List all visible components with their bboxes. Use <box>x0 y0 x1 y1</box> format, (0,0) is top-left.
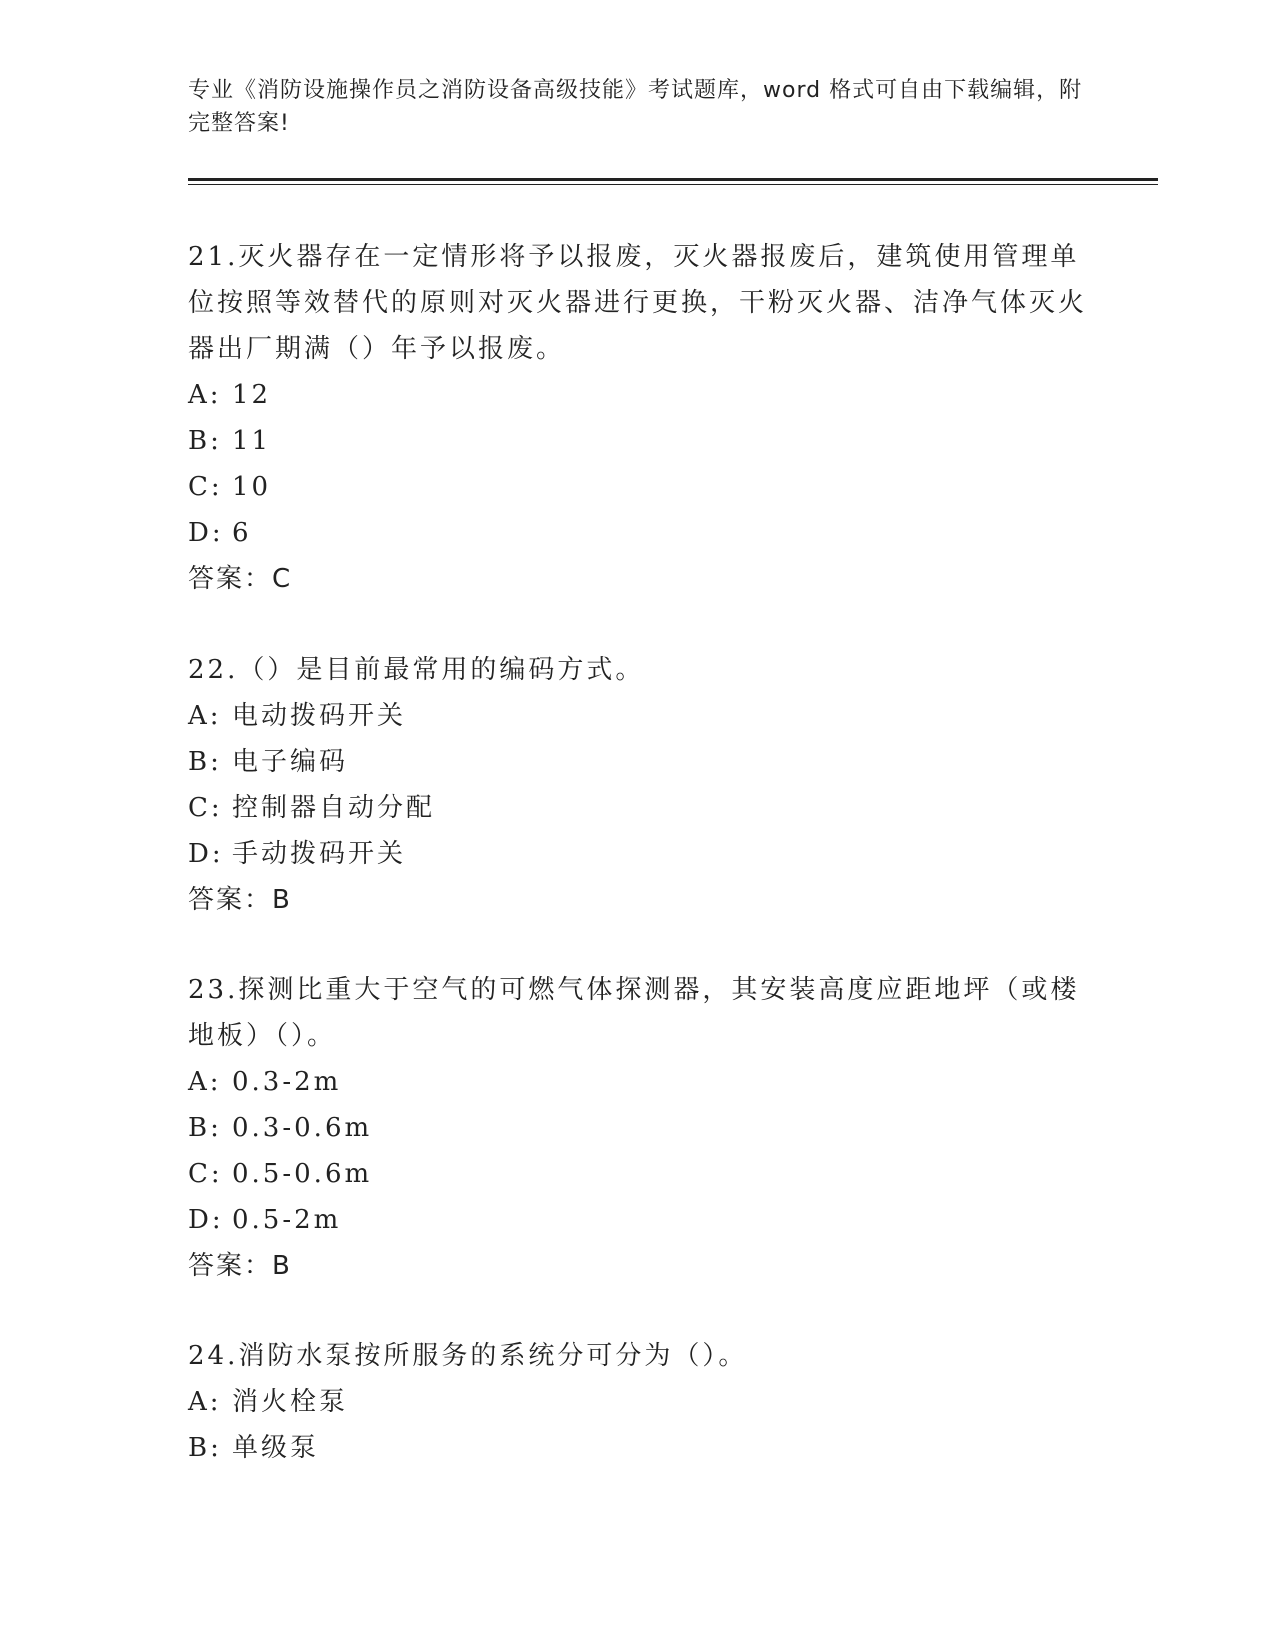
option-value: 0.5-0.6m <box>232 1159 373 1189</box>
option-label: C: <box>188 472 223 502</box>
option-label: B: <box>188 426 222 456</box>
option-value: 电子编码 <box>232 747 349 777</box>
option-label: D: <box>188 839 224 869</box>
option-label: C: <box>188 793 223 823</box>
answer: 答案：C <box>188 564 293 594</box>
option-value: 10 <box>232 472 272 502</box>
option-label: A: <box>188 380 222 410</box>
option-label: B: <box>188 1113 222 1143</box>
option-value: 6 <box>232 518 252 548</box>
answer: 答案：B <box>188 885 292 915</box>
answer: 答案：B <box>188 1251 292 1281</box>
option-a <box>188 372 1088 418</box>
option-value: 手动拨码开关 <box>232 839 407 869</box>
option-label: D: <box>188 1205 224 1235</box>
question-text: 22.（）是目前最常用的编码方式。 <box>188 655 645 685</box>
option-b <box>188 418 1088 464</box>
option-b <box>188 1425 1088 1471</box>
option-b <box>188 739 1088 785</box>
option-value: 单级泵 <box>232 1433 320 1463</box>
option-d <box>188 510 1088 556</box>
option-label: D: <box>188 518 224 548</box>
header-divider-thin <box>188 184 1158 185</box>
option-label: B: <box>188 747 222 777</box>
question-24 <box>188 1333 1088 1471</box>
option-label: A: <box>188 1067 222 1097</box>
option-label: A: <box>188 701 222 731</box>
question-text: 23.探测比重大于空气的可燃气体探测器，其安装高度应距地坪（或楼地板）（）。 <box>188 975 1080 1051</box>
option-d <box>188 1197 1088 1243</box>
option-label: C: <box>188 1159 223 1189</box>
option-label: B: <box>188 1433 222 1463</box>
option-b <box>188 1105 1088 1151</box>
option-a <box>188 1379 1088 1425</box>
option-label: A: <box>188 1387 222 1417</box>
option-value: 12 <box>232 380 272 410</box>
question-21 <box>188 234 1088 602</box>
question-text: 24.消防水泵按所服务的系统分可分为（）。 <box>188 1341 748 1371</box>
option-value: 控制器自动分配 <box>232 793 436 823</box>
option-c <box>188 1151 1088 1197</box>
option-a <box>188 693 1088 739</box>
option-value: 消火栓泵 <box>232 1387 349 1417</box>
option-value: 11 <box>232 426 272 456</box>
option-value: 电动拨码开关 <box>232 701 407 731</box>
question-text: 21.灭火器存在一定情形将予以报废，灭火器报废后，建筑使用管理单位按照等效替代的原则对灭火器进行更换，干粉灭火器、洁净气体灭火器出厂期满（）年予以报废。 <box>188 242 1088 364</box>
option-value: 0.3-2m <box>232 1067 342 1097</box>
document-header: 专业《消防设施操作员之消防设备高级技能》考试题库，word 格式可自由下载编辑，附完整答案! <box>188 78 1083 136</box>
header-divider-thick <box>188 178 1158 181</box>
option-d <box>188 831 1088 877</box>
question-23 <box>188 967 1088 1289</box>
option-a <box>188 1059 1088 1105</box>
option-c <box>188 464 1088 510</box>
option-value: 0.3-0.6m <box>232 1113 373 1143</box>
option-c <box>188 785 1088 831</box>
question-22 <box>188 647 1088 923</box>
option-value: 0.5-2m <box>232 1205 342 1235</box>
